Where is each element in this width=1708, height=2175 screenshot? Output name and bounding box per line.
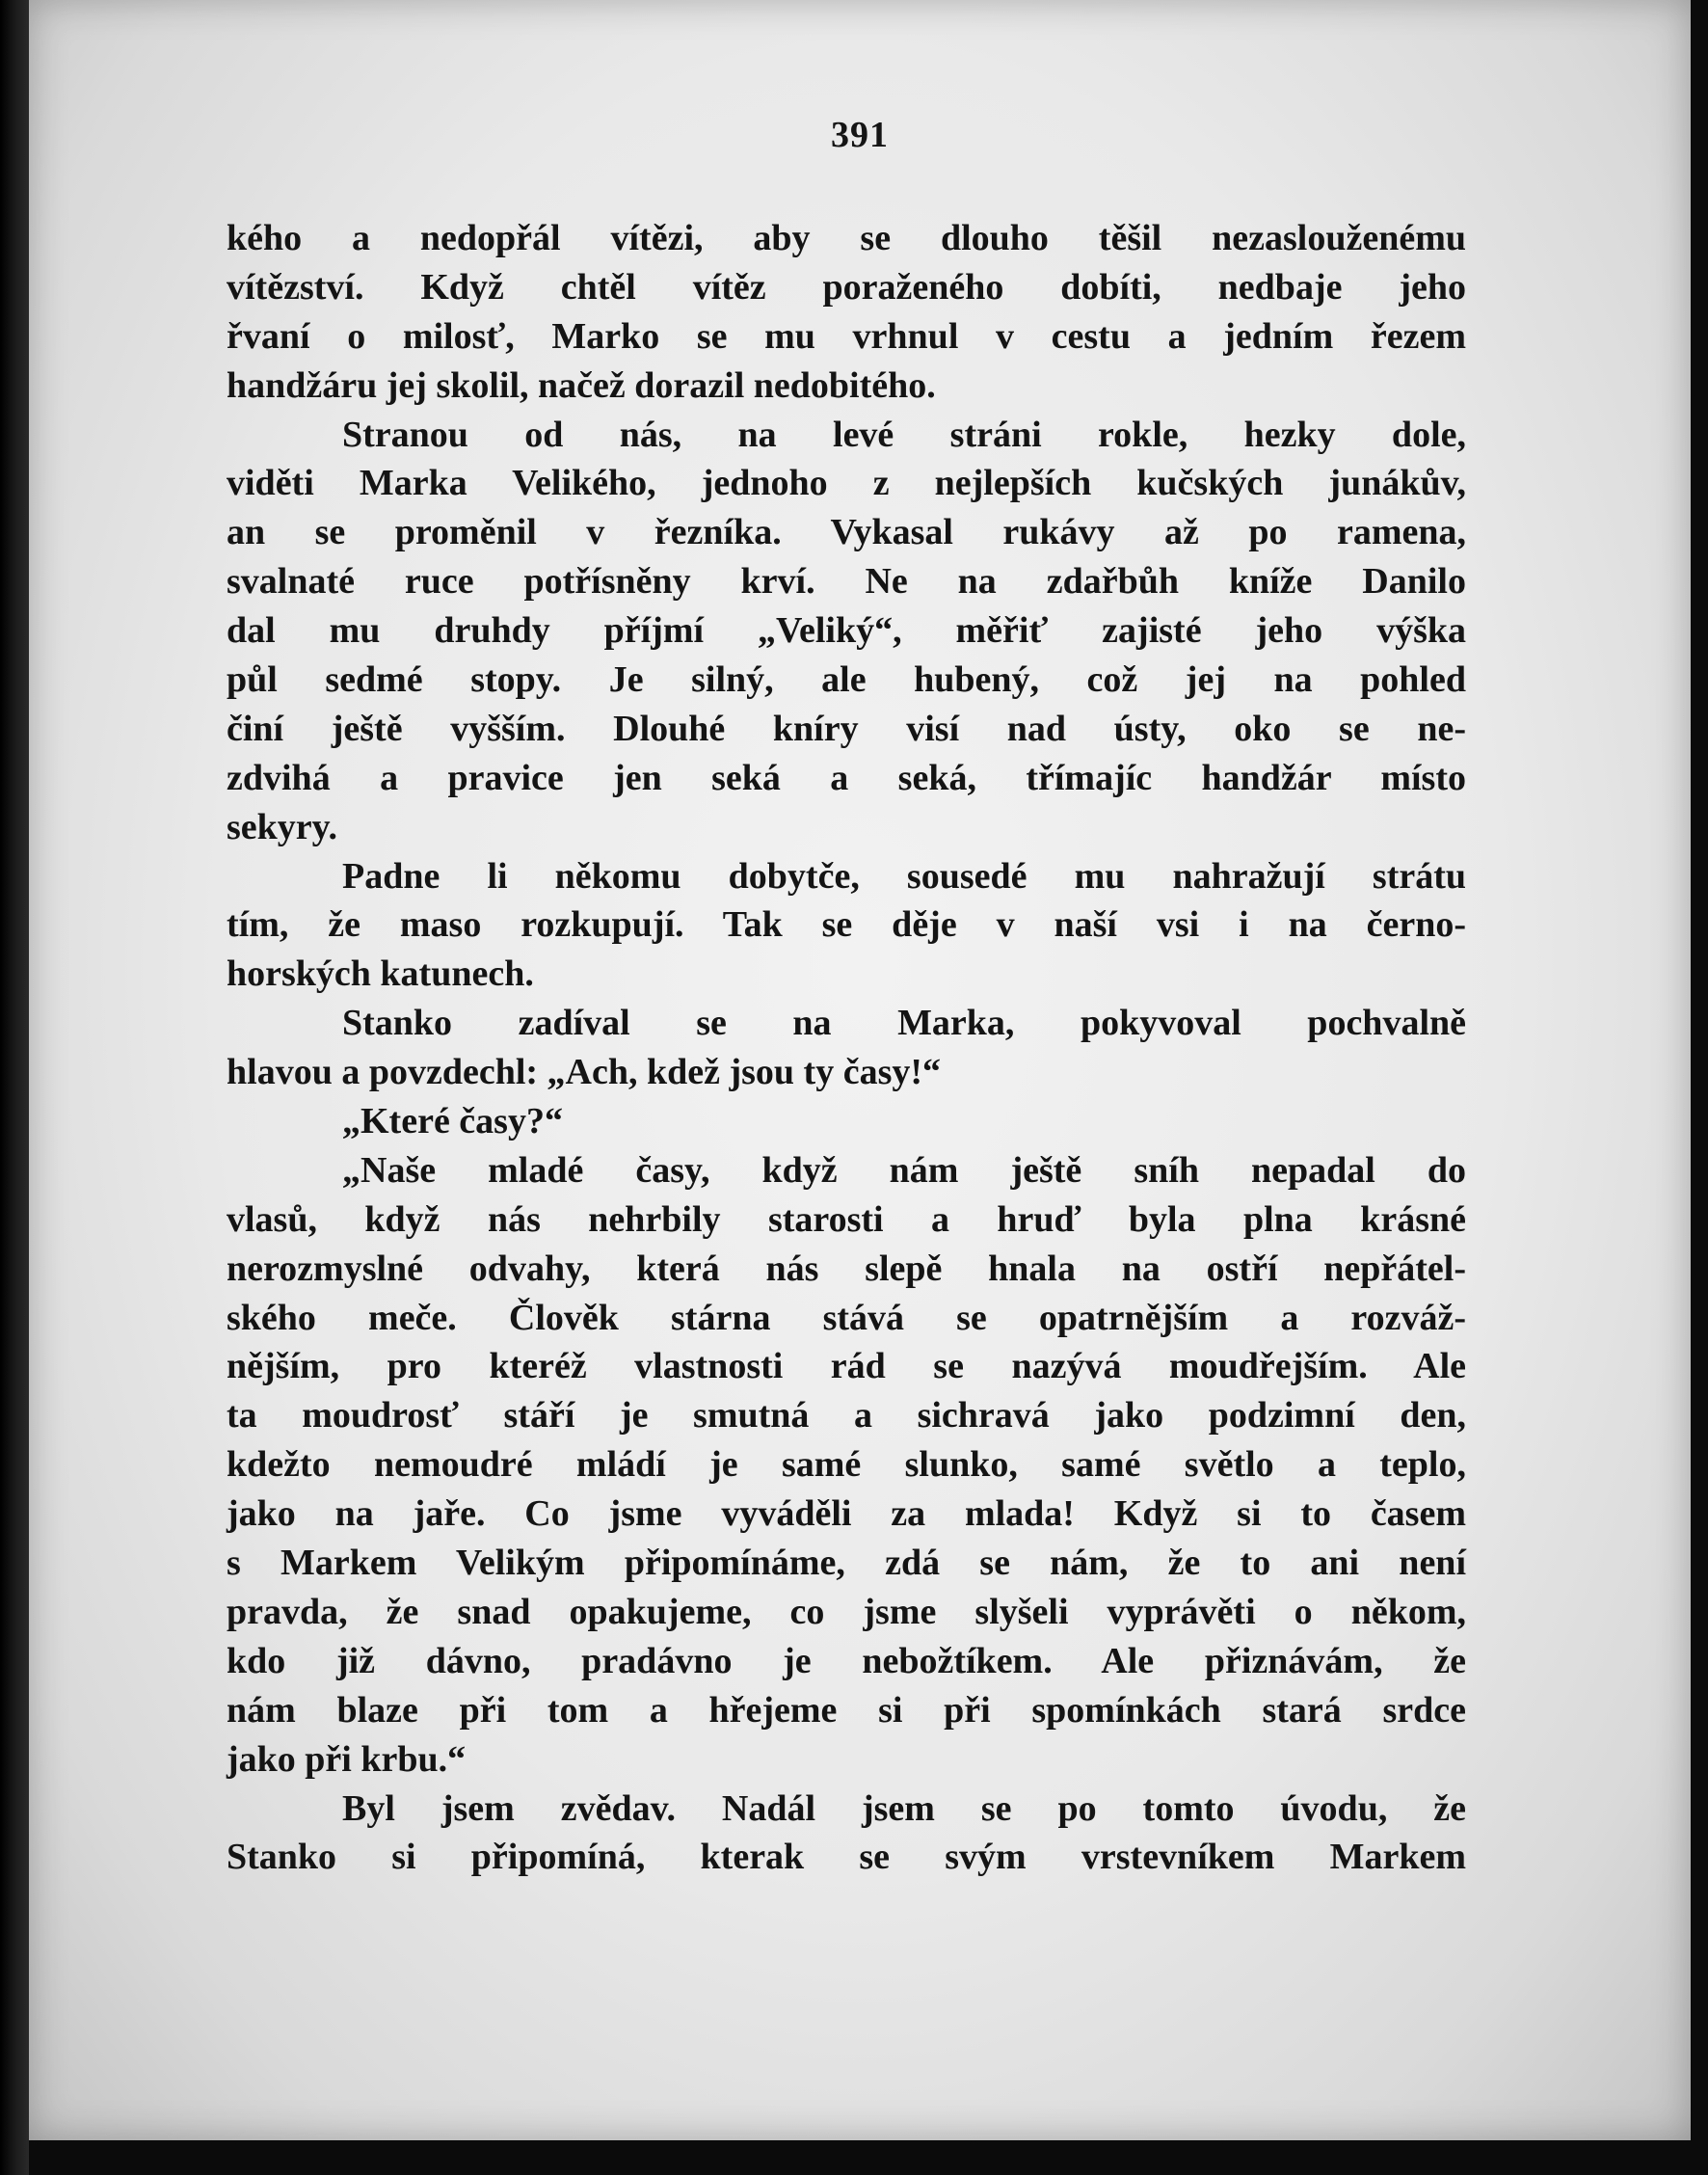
text-line: Stanko si připomíná, kterak se svým vrstevníkem Markem [227, 1837, 1466, 1878]
book-spine-shadow [0, 0, 29, 2175]
text-line: kdežto nemoudré mládí je samé slunko, samé světlo a teplo, [227, 1444, 1466, 1486]
text-line: handžáru jej skolil, načež dorazil nedobitého. [227, 364, 936, 406]
book-page [29, 0, 1691, 2140]
text-line: jako na jaře. Co jsme vyváděli za mlada! Když si to časem [227, 1493, 1466, 1535]
text-line: vlasů, když nás nehrbily starosti a hruď byla plna krásné [227, 1198, 1466, 1240]
text-line: an se proměnil v řezníka. Vykasal rukávy až po ramena, [227, 512, 1466, 553]
text-line: hlavou a povzdechl: „Ach, kdež jsou ty časy!“ [227, 1052, 942, 1093]
text-line: viděti Marka Velikého, jednoho z nejlepších kučských junákův, [227, 463, 1466, 504]
text-line: řvaní o milosť, Marko se mu vrhnul v cestu a jedním řezem [227, 315, 1466, 357]
text-line: nějším, pro kteréž vlastnosti rád se nazývá moudřejším. Ale [227, 1346, 1466, 1387]
text-line: půl sedmé stopy. Je silný, ale hubený, což jej na pohled [227, 659, 1466, 701]
text-line: svalnaté ruce potřísněny krví. Ne na zdařbůh kníže Danilo [227, 561, 1466, 603]
text-line: ta moudrosť stáří je smutná a sichravá jako podzimní den, [227, 1395, 1466, 1437]
body-text [227, 214, 1466, 1882]
text-line: dal mu druhdy příjmí „Veliký“, měřiť zajisté jeho výška [227, 610, 1466, 652]
text-line: nerozmyslné odvahy, která nás slepě hnala na ostří nepřátel- [227, 1248, 1466, 1289]
text-line: s Markem Velikým připomínáme, zdá se nám, že to ani není [227, 1543, 1466, 1584]
text-line: ského meče. Člověk stárna stává se opatrnějším a rozváž- [227, 1297, 1466, 1338]
text-line: pravda, že snad opakujeme, co jsme slyšeli vyprávěti o někom, [227, 1591, 1466, 1632]
text-line: činí ještě vyšším. Dlouhé kníry visí nad ústy, oko se ne- [227, 708, 1466, 749]
text-line: jako při krbu.“ [227, 1738, 467, 1780]
text-line: horských katunech. [227, 953, 534, 995]
text-line: Padne li někomu dobytče, sousedé mu nahražují strátu [342, 855, 1466, 897]
text-line: „Které časy?“ [342, 1101, 563, 1142]
text-line: sekyry. [227, 806, 338, 847]
page-number: 391 [831, 115, 889, 155]
text-line: tím, že maso rozkupují. Tak se děje v naší vsi i na černo- [227, 904, 1466, 946]
text-line: Byl jsem zvědav. Nadál jsem se po tomto úvodu, že [342, 1787, 1466, 1829]
text-line: nám blaze při tom a hřejeme si při spomínkách stará srdce [227, 1689, 1466, 1731]
text-line: kého a nedopřál vítězi, aby se dlouho těšil nezaslouženému [227, 218, 1466, 258]
text-line: zdvihá a pravice jen seká a seká, třímajíc handžár místo [227, 757, 1466, 798]
text-line: kdo již dávno, pradávno je nebožtíkem. Ale přiznávám, že [227, 1640, 1466, 1681]
text-line: vítězství. Když chtěl vítěz poraženého dobíti, nedbaje jeho [227, 266, 1466, 308]
text-line: Stranou od nás, na levé stráni rokle, hezky dole, [342, 414, 1466, 455]
text-line: „Naše mladé časy, když nám ještě sníh nepadal do [342, 1149, 1466, 1191]
text-line: Stanko zadíval se na Marka, pokyvoval pochvalně [342, 1003, 1466, 1044]
